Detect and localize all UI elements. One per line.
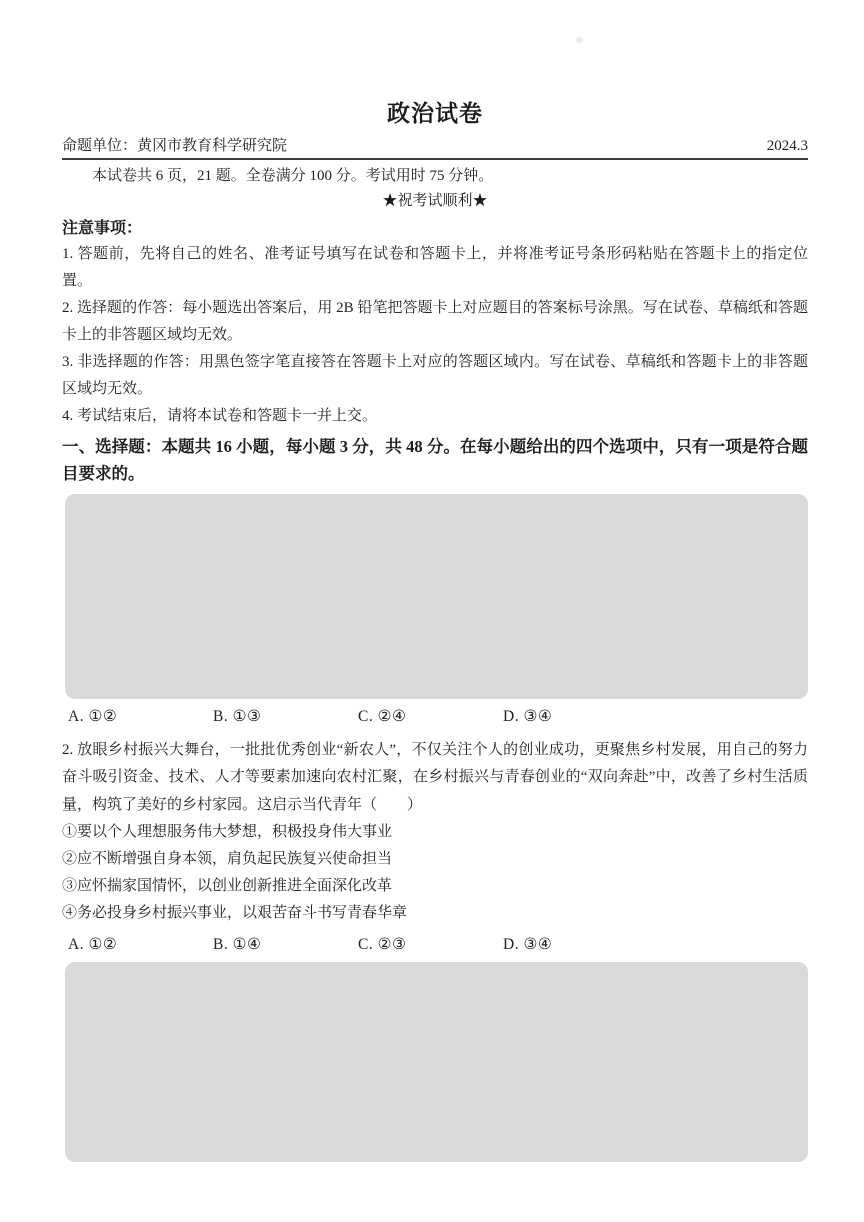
question-1-options [68, 706, 808, 727]
question-2-statement-2: ②应不断增强自身本领，肩负起民族复兴使命担当 [62, 851, 393, 867]
section-one-heading: 一、选择题：本题共 16 小题，每小题 3 分，共 48 分。在每小题给出的四个选项中，只有一项是符合题目要求的。 [62, 436, 808, 483]
question-1-option-b: B. ①③ [213, 707, 262, 725]
issuer-row [62, 136, 808, 160]
question-2-option-c: C. ②③ [358, 936, 407, 953]
exam-info-line: 本试卷共 6 页，21 题。全卷满分 100 分。考试用时 75 分钟。 [92, 168, 494, 184]
exam-wish-line: ★祝考试顺利★ [382, 193, 488, 209]
question-1-image-placeholder [65, 494, 808, 699]
notice-item-3: 3. 非选择题的作答：用黑色签字笔直接答在答题卡上对应的答题区域内。写在试卷、草稿纸和答题卡上的非答题区域均无效。 [62, 354, 808, 397]
question-2-stem: 2. 放眼乡村振兴大舞台，一批批优秀创业“新农人”，不仅关注个人的创业成功，更聚焦乡村发展，用自己的努力奋斗吸引资金、技术、人才等要素加速向农村汇聚，在乡村振兴与青春创业的“双向奔赴”中，改善了乡村生活质量，构筑了美好的乡村家园。这启示当代青年（ ） [62, 741, 808, 813]
question-2-option-b: B. ①④ [213, 936, 262, 953]
question-2-option-a: A. ①② [68, 936, 118, 953]
notice-item-2: 2. 选择题的作答：每小题选出答案后，用 2B 铅笔把答题卡上对应题目的答案标号涂黑。写在试卷、草稿纸和答题卡上的非答题区域均无效。 [62, 300, 808, 343]
page-content [0, 98, 864, 1162]
question-2-statement-4: ④务必投身乡村振兴事业，以艰苦奋斗书写青春华章 [62, 905, 408, 921]
question-2-statement-3: ③应怀揣家国情怀，以创业创新推进全面深化改革 [62, 878, 393, 894]
question-1-option-a: A. ①② [68, 707, 118, 725]
notice-heading: 注意事项： [62, 220, 143, 237]
notice-item-1: 1. 答题前，先将自己的姓名、准考证号填写在试卷和答题卡上，并将准考证号条形码粘贴在答题卡上的指定位置。 [62, 246, 808, 289]
page-title: 政治试卷 [387, 101, 483, 126]
question-2-options [68, 934, 808, 955]
question-2-statement-1: ①要以个人理想服务伟大梦想，积极投身伟大事业 [62, 824, 393, 840]
question-3-image-placeholder [65, 962, 808, 1162]
issuer-text: 命题单位：黄冈市教育科学研究院 [62, 138, 288, 154]
question-1-option-c: C. ②④ [358, 707, 407, 725]
exam-date: 2024.3 [766, 138, 808, 154]
notice-item-4: 4. 考试结束后，请将本试卷和答题卡一并上交。 [62, 408, 378, 424]
question-1-option-d: D. ③④ [503, 707, 553, 725]
stray-mark [576, 37, 583, 43]
question-2-option-d: D. ③④ [503, 936, 553, 953]
